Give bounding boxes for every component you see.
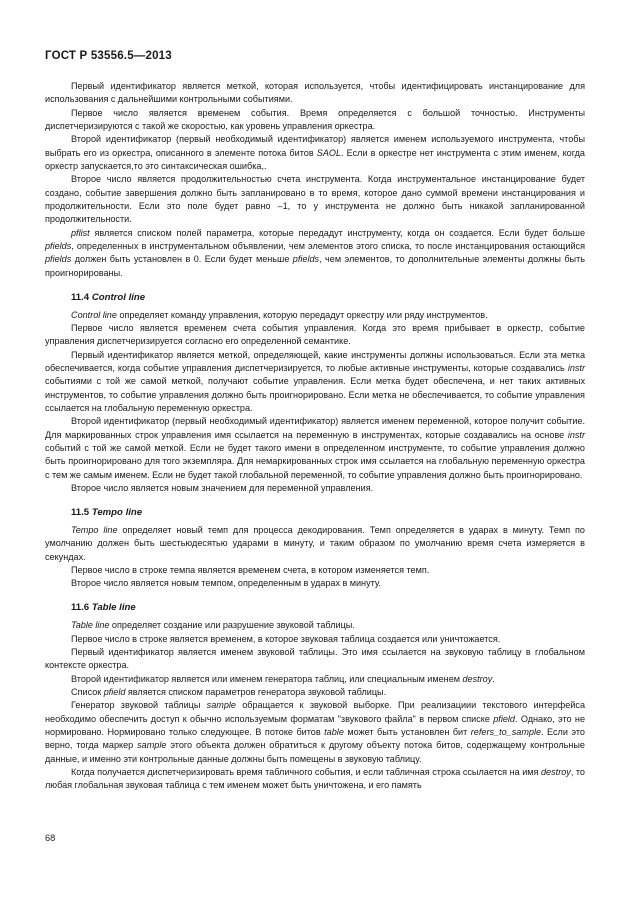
section-number: 11.4 [71, 291, 92, 303]
text-run: должен быть установлен в 0. Если будет меньше [71, 254, 293, 265]
paragraph-pflist-description [45, 227, 585, 280]
italic-term-instr: instr [567, 429, 585, 440]
text-run: , то любая глобальная звуковая таблица с тем именем может быть уничтожена, и его память [45, 766, 585, 791]
document-body-column [45, 80, 585, 793]
paragraph-control-line-definition [45, 309, 585, 322]
section-number: 11.6 [71, 602, 92, 614]
text-run: обращается к звуковой выборке. При реализациии текстового интерфейса необходимо обеспечить доступ к обычно используемым форматам "звукового файла" в первом списке [45, 700, 585, 724]
section-heading-11-5 [45, 495, 585, 524]
paragraph-table-first-identifier: Первый идентификатор является именем звуковой таблицы. Это имя ссылается на звуковую таблицу в глобальном контексте оркестра. [45, 646, 585, 671]
italic-term-sample: sample [137, 740, 167, 751]
paragraph-second-number-duration: Второе число является продолжительностью счета инструмента. Когда инструментальное инстанцирование будет создано, событие завершения должно быть запланировано в то время, которое дано суммой времени инстанцирования и продолжительности. Если это поле будет равно –1, то у инструмента не должно быть никакой запланированной продолжительности. [45, 174, 585, 225]
italic-term-refers-to-sample: refers_to_sample [470, 726, 542, 737]
section-number: 11.5 [71, 506, 92, 518]
text-run: . [492, 673, 495, 684]
text-run: может быть установлен бит [343, 726, 471, 737]
italic-term-pfield: pfield [493, 713, 515, 724]
text-run: событий с той же самой меткой. Если не будет такого имени в определенном инструменте, то событие управления должно быть проигнорировано для того экземпляра. Для немаркированных строк имя ссылается на глобальную переменную оркестра с тем же самым именем. Если не будет такой глобальной переменной, то событие управления должно быть проигнорировано. [45, 443, 585, 480]
text-run: Первый идентификатор является меткой, определяющей, какие инструменты должны использоваться. Если эта метка обеспечивается, когда событие управления диспетчеризируется, то любые активные инструменты, которые создавались [45, 349, 585, 374]
paragraph-table-line-definition [45, 619, 585, 632]
text-run: Генератор звуковой таблицы [71, 700, 207, 711]
paragraph-table-destroy-dispatch [45, 766, 585, 793]
italic-term-table: table [324, 726, 344, 737]
italic-term-pflist: pflist [71, 227, 90, 238]
text-run: , чем элементов, то дополнительные элементы должны быть проигнорированы. [45, 254, 585, 278]
section-heading-11-6 [45, 591, 585, 620]
text-run: этого объекта должен обратиться к другому объекту потока битов, содержащему контрольные данные, и именно эти контрольные данные должны быть помещены в звуковую таблицу. [45, 740, 585, 764]
paragraph-control-first-number: Первое число является временем счета события управления. Когда это время прибывает в оркестр, событие управления диспетчеризируется согласно его определенной семантике. [45, 323, 585, 347]
text-run: определяет команду управления, которую передадут оркестру или ряду инструментов. [116, 309, 488, 320]
italic-term-pfields: pfields [292, 254, 320, 265]
italic-term-control-line: Control line [71, 309, 117, 320]
italic-term-sample: sample [206, 700, 236, 711]
italic-term-saol: SAOL [316, 147, 342, 158]
section-heading-11-4 [45, 280, 585, 309]
italic-term-destroy: destroy [462, 673, 493, 684]
paragraph-tempo-second-number: Второе число является новым темпом, определенным в ударах в минуту. [71, 578, 382, 589]
paragraph-tempo-first-number: Первое число в строке темпа является временем счета, в котором изменяется темп. [71, 565, 430, 575]
section-title: Tempo line [91, 506, 143, 518]
italic-term-pfields: pfields [45, 254, 72, 265]
text-run: . Если в оркестре нет инструмента с этим именем, когда оркестр запускается,то это синтаксическая ошибка,. [45, 147, 585, 172]
text-run: определяет новый темп для процесса декодирования. Темп определяется в ударах в минуту. Темп по умолчанию должен быть шестьюдесятью ударами в минуту, и таким образом по умолчанию время счета измеряется в секундах. [45, 524, 585, 562]
text-run: Второй идентификатор является или именем генератора таблиц, или специальным именем [71, 673, 463, 684]
paragraph-control-second-identifier [45, 415, 585, 482]
page-header-standard-number: ГОСТ Р 53556.5—2013 [45, 50, 172, 62]
text-run: Список [71, 686, 104, 697]
text-run: . Если это верно, тогда маркер [45, 726, 585, 751]
page-number: 68 [45, 833, 56, 843]
italic-term-destroy: destroy [541, 766, 571, 777]
section-title: Table line [91, 602, 136, 614]
text-run: , определенных в инструментальном объявлении, чем элементов этого списка, то после инстанцирования остающийся [71, 241, 585, 252]
italic-term-table-line: Table line [71, 620, 110, 631]
text-run: определяет создание или разрушение звуковой таблицы. [109, 620, 355, 631]
paragraph-tempo-line-definition [45, 524, 585, 564]
paragraph-first-identifier-label: Первый идентификатор является меткой, которая используется, чтобы идентифицировать инстанцирование для использования с дальнейшими контрольными событиями. [45, 81, 585, 105]
paragraph-first-number-event-time: Первое число является временем события. Время определяется с большой точностью. Инструменты диспетчеризируются с такой же скоростью, как уровень управления оркестра. [45, 107, 585, 132]
paragraph-table-sample-generator [45, 699, 585, 766]
text-run: Второй идентификатор (первый необходимый идентификатор) является именем используемого инструмента, чтобы выбрать его из оркестра, описанного в элементе потока битов [45, 134, 585, 158]
section-title: Control line [91, 291, 146, 303]
text-run: Когда получается диспетчеризировать время табличного события, и если табличная строка ссылается на имя [71, 766, 541, 777]
text-run: . Однако, это не нормировано. Нормировано только следующее. В потоке битов [45, 713, 585, 737]
italic-term-tempo-line: Tempo line [71, 524, 118, 535]
text-run: является списком параметров генератора звуковой таблицы. [125, 686, 387, 697]
italic-term-pfield: pfield [103, 686, 126, 697]
paragraph-second-identifier-instrument-name [45, 133, 585, 173]
paragraph-table-pfield-list [45, 686, 585, 699]
text-run: Второй идентификатор (первый необходимый идентификатор) является именем переменной, которое получит событие. Для маркированных строк управления имя ссылается на переменную в инструментах, которые создавались на основе [45, 416, 585, 440]
text-run: событиями с той же самой меткой, получают событие управления. Если метка будет обеспечена, и нет таких активных инструментов, то событие управления должно быть проигнорировано. Если метка не обеспечивается, то событие управления ссылается на глобальную переменную оркестра. [45, 376, 585, 414]
text-run: является списком полей параметра, которые передадут инструменту, когда он создается. Если будет больше [89, 227, 585, 238]
paragraph-control-second-number: Второе число является новым значением для переменной управления. [71, 483, 374, 494]
paragraph-table-second-identifier [45, 673, 585, 686]
italic-term-instr: instr [567, 363, 585, 374]
italic-term-pfields: pfields [45, 241, 72, 252]
paragraph-control-first-identifier [45, 349, 585, 416]
paragraph-table-first-number: Первое число в строке является временем, в которое звуковая таблица создается или уничтожается. [71, 633, 501, 644]
